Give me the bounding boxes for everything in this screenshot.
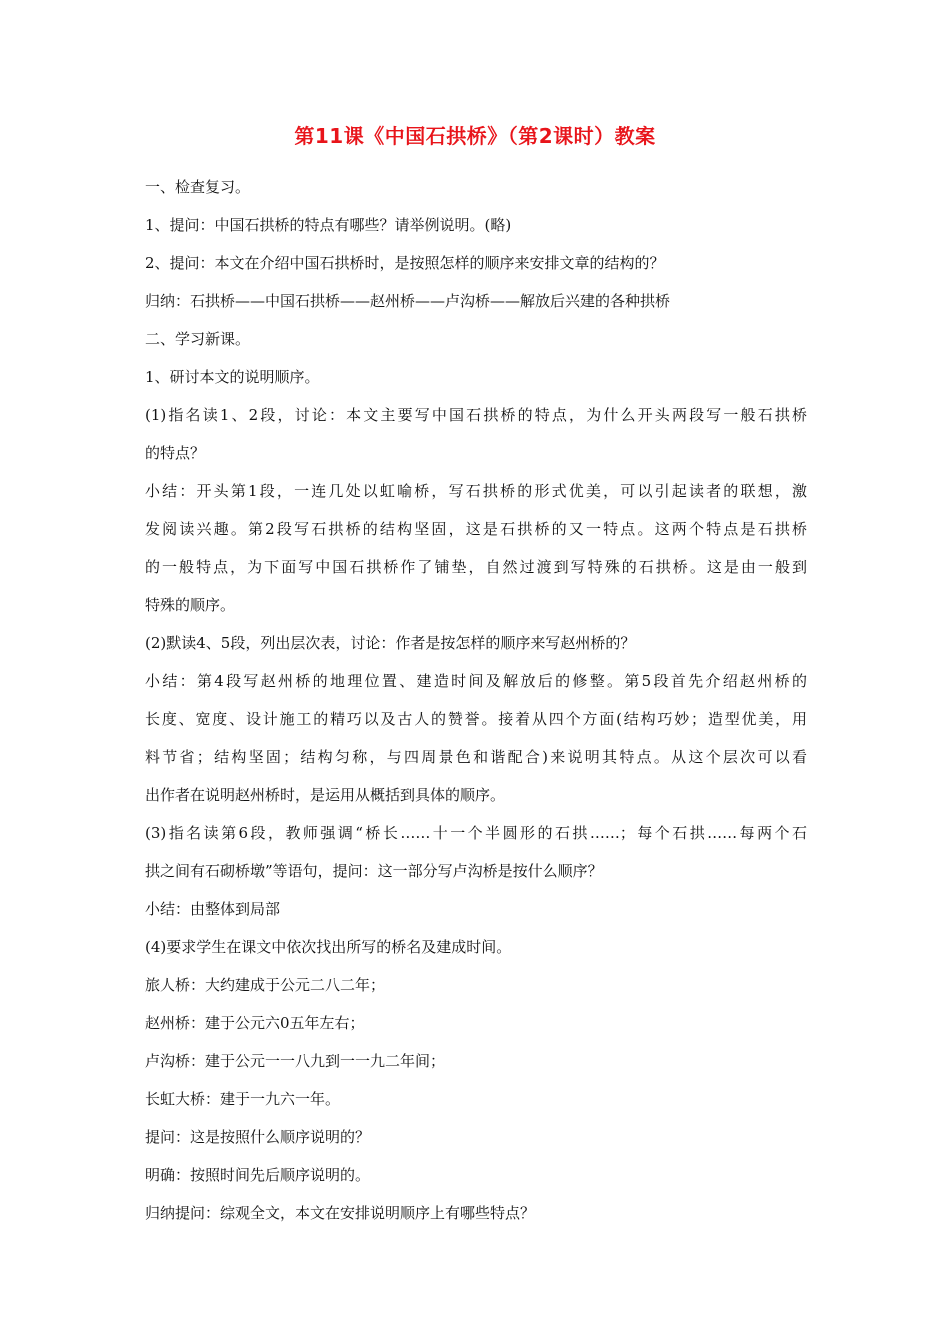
text-line: 归纳：石拱桥——中国石拱桥——赵州桥——卢沟桥——解放后兴建的各种拱桥 [145,292,671,310]
text-line: 的特点？ [145,444,206,462]
text-line: 1、提问：中国石拱桥的特点有哪些？请举例说明。(略) [145,216,512,234]
text-line: 料节省；结构坚固；结构匀称，与四周景色和谐配合)来说明其特点。从这个层次可以看 [145,748,807,766]
text-line: 提问：这是按照什么顺序说明的？ [145,1128,371,1146]
text-line: (1)指名读1、2段，讨论：本文主要写中国石拱桥的特点，为什么开头两段写一般石拱桥 [145,406,807,424]
text-line: 明确：按照时间先后顺序说明的。 [145,1166,371,1184]
text-line: 出作者在说明赵州桥时，是运用从概括到具体的顺序。 [145,786,506,804]
text-line: 二、学习新课。 [145,330,251,348]
text-line: 归纳提问：综观全文，本文在安排说明顺序上有哪些特点？ [145,1204,536,1222]
text-line: 小结：由整体到局部 [145,900,281,918]
text-line: 一、检查复习。 [145,178,251,196]
text-line: 长度、宽度、设计施工的精巧以及古人的赞誉。接着从四个方面(结构巧妙；造型优美，用 [145,710,807,728]
text-line: 长虹大桥：建于一九六一年。 [145,1090,341,1108]
text-line: 赵州桥：建于公元六0五年左右； [145,1014,365,1032]
text-line: 旅人桥：大约建成于公元二八二年； [145,976,386,994]
text-line: 卢沟桥：建于公元一一八九到一一九二年间； [145,1052,446,1070]
text-line: 拱之间有石砌桥墩”等语句，提问：这一部分写卢沟桥是按什么顺序？ [145,862,603,880]
text-line: 发阅读兴趣。第2段写石拱桥的结构坚固，这是石拱桥的又一特点。这两个特点是石拱桥 [145,520,807,538]
text-line: (4)要求学生在课文中依次找出所写的桥名及建成时间。 [145,938,512,956]
text-line: 小结：开头第1段，一连几处以虹喻桥，写石拱桥的形式优美，可以引起读者的联想，激 [145,482,807,500]
text-line: 1、研讨本文的说明顺序。 [145,368,320,386]
text-line: 特殊的顺序。 [145,596,236,614]
text-line: 的一般特点，为下面写中国石拱桥作了铺垫，自然过渡到写特殊的石拱桥。这是由一般到 [145,558,807,576]
text-line: (3)指名读第6段，教师强调“桥长……十一个半圆形的石拱……；每个石拱……每两个石 [145,824,807,842]
document-body [145,176,807,1240]
text-line: (2)默读4、5段，列出层次表，讨论：作者是按怎样的顺序来写赵州桥的？ [145,634,636,652]
text-line: 2、提问：本文在介绍中国石拱桥时，是按照怎样的顺序来安排文章的结构的？ [145,254,665,272]
text-line: 小结：第4段写赵州桥的地理位置、建造时间及解放后的修整。第5段首先介绍赵州桥的 [145,672,807,690]
page-title: 第11课《中国石拱桥》（第2课时）教案 [294,124,656,148]
